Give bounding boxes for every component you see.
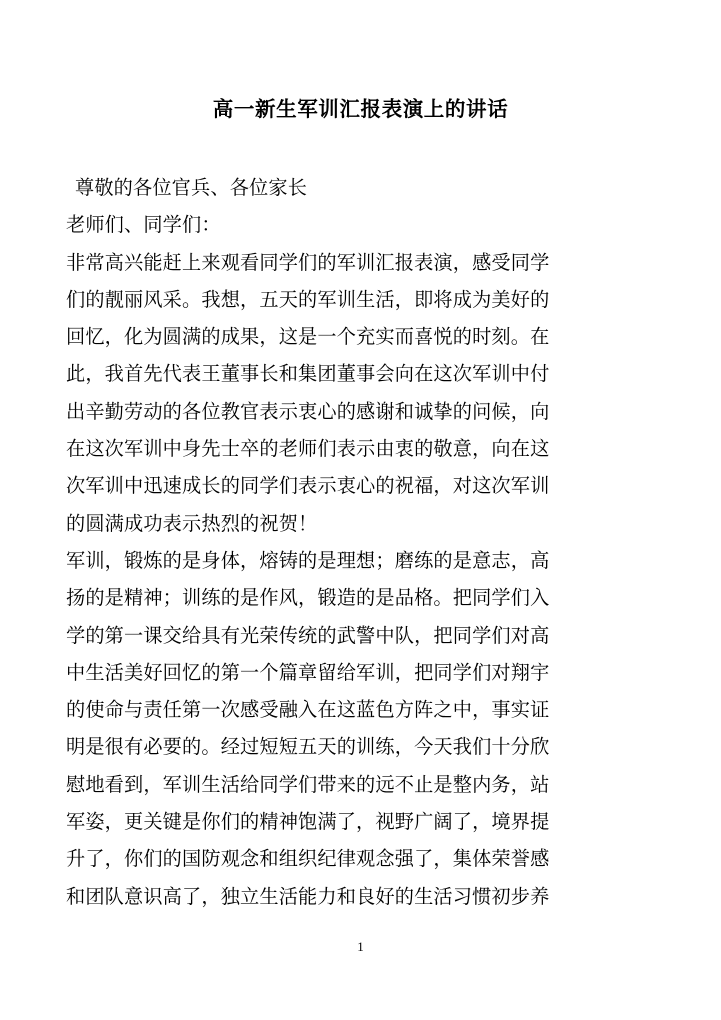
paragraph-1 xyxy=(66,245,656,543)
salutation-line-1: 尊敬的各位官兵、各位家长 xyxy=(75,178,308,199)
salutation-line-2: 老师们、同学们： xyxy=(66,215,221,237)
paragraph-line: 升了，你们的国防观念和组织纪律观念强了，集体荣誉感 xyxy=(66,849,550,871)
paragraph-line: 回忆，化为圆满的成果，这是一个充实而喜悦的时刻。在 xyxy=(66,327,550,349)
paragraph-line: 此，我首先代表王董事长和集团董事会向在这次军训中付 xyxy=(66,364,550,386)
paragraph-line: 慰地看到，军训生活给同学们带来的远不止是整内务，站 xyxy=(66,774,550,796)
page-number: 1 xyxy=(357,939,364,954)
paragraph-line: 在这次军训中身先士卒的老师们表示由衷的敬意，向在这 xyxy=(66,439,550,461)
paragraph-line: 们的靓丽风采。我想，五天的军训生活，即将成为美好的 xyxy=(66,289,550,311)
paragraph-2 xyxy=(66,543,656,916)
paragraph-line: 次军训中迅速成长的同学们表示衷心的祝福，对这次军训 xyxy=(66,476,550,498)
paragraph-line: 明是很有必要的。经过短短五天的训练，今天我们十分欣 xyxy=(66,737,550,759)
paragraph-line: 出辛勤劳动的各位教官表示衷心的感谢和诚挚的问候，向 xyxy=(66,401,550,423)
paragraph-line: 军姿，更关键是你们的精神饱满了，视野广阔了，境界提 xyxy=(66,812,550,834)
page-title: 高一新生军训汇报表演上的讲话 xyxy=(212,99,509,121)
document-body xyxy=(66,170,656,916)
paragraph-line: 的使命与责任第一次感受融入在这蓝色方阵之中，事实证 xyxy=(66,700,550,722)
paragraph-line: 的圆满成功表示热烈的祝贺！ xyxy=(66,513,318,535)
paragraph-line: 军训，锻炼的是身体，熔铸的是理想；磨练的是意志，高 xyxy=(66,550,550,572)
paragraph-line: 学的第一课交给具有光荣传统的武警中队，把同学们对高 xyxy=(66,625,550,647)
paragraph-line: 和团队意识高了，独立生活能力和良好的生活习惯初步养 xyxy=(66,886,550,908)
paragraph-line: 扬的是精神；训练的是作风，锻造的是品格。把同学们入 xyxy=(66,588,550,610)
paragraph-line: 中生活美好回忆的第一个篇章留给军训，把同学们对翔宇 xyxy=(66,662,550,684)
paragraph-line: 非常高兴能赶上来观看同学们的军训汇报表演，感受同学 xyxy=(66,252,550,274)
